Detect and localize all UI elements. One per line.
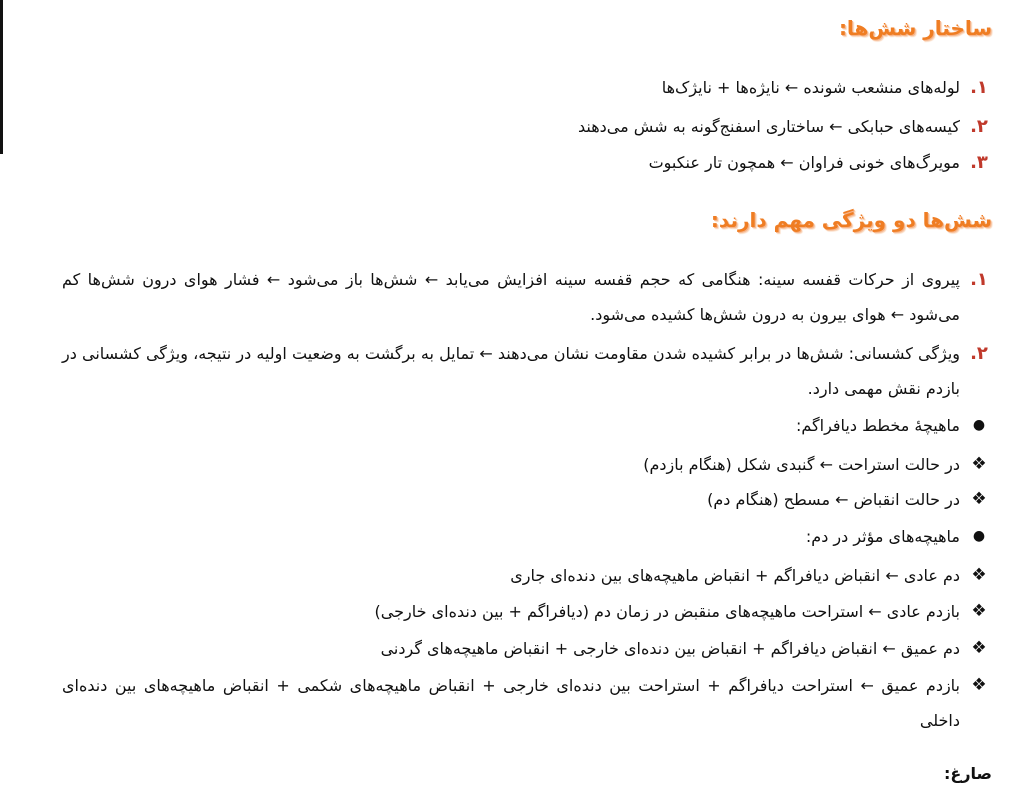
- list-number: ۲.: [970, 116, 988, 137]
- list-item-text: مویرگ‌های خونی فراوان ← همچون تار عنکبوت: [648, 153, 960, 172]
- sub-item-text: در حالت استراحت ← گنبدی شکل (هنگام بازدم): [643, 455, 960, 474]
- list-number: ۱.: [970, 269, 988, 290]
- footer-label: صارغ:: [943, 764, 992, 783]
- sub-item: [62, 558, 992, 593]
- sub-item-text: دم عمیق ← انقباض دیافراگم + انقباض بین دنده‌ای خارجی + انقباض ماهیچه‌های گردنی: [380, 639, 960, 658]
- list-item: [62, 336, 992, 406]
- list-item: [62, 70, 992, 105]
- page-edge-rule: [0, 0, 3, 154]
- bullet-item-text: ماهیچه‌های مؤثر در دم:: [805, 527, 960, 546]
- diamond-bullet-icon: ❖: [971, 638, 987, 658]
- bullet-icon: ●: [972, 417, 986, 433]
- sub-item: [62, 668, 992, 738]
- sub-item: [62, 447, 992, 482]
- heading-lung-structure: ساختار شش‌ها:: [838, 16, 992, 40]
- diamond-bullet-icon: ❖: [971, 675, 987, 695]
- bullet-icon: ●: [972, 528, 986, 544]
- list-item-text: لوله‌های منشعب شونده ← نایژه‌ها + نایژک‌ها: [661, 78, 960, 97]
- sub-item: [62, 482, 992, 517]
- sub-item: [62, 594, 992, 629]
- list-item-text: کیسه‌های حبابکی ← ساختاری اسفنج‌گونه به شش می‌دهند: [577, 117, 960, 136]
- diamond-bullet-icon: ❖: [971, 601, 987, 621]
- sub-item-text: بازدم عادی ← استراحت ماهیچه‌های منقبض در زمان دم (دیافراگم + بین دنده‌ای خارجی): [374, 602, 960, 621]
- list-number: ۲.: [970, 343, 988, 364]
- sub-item-text: در حالت انقباض ← مسطح (هنگام دم): [707, 490, 960, 509]
- diamond-bullet-icon: ❖: [971, 489, 987, 509]
- diamond-bullet-icon: ❖: [971, 454, 987, 474]
- list-item: [62, 109, 992, 144]
- list-item-text: پیروی از حرکات قفسه سینه: هنگامی که حجم قفسه سینه افزایش می‌یابد ← شش‌ها باز می‌شود ← فشار هوای درون شش‌ها کم می‌شود ← هوای بیرون به درون شش‌ها کشیده می‌شود.: [62, 270, 960, 324]
- sub-item-text: دم عادی ← انقباض دیافراگم + انقباض ماهیچه‌های بین دنده‌ای جاری: [510, 566, 960, 585]
- list-item-text: ویژگی کشسانی: شش‌ها در برابر کشیده شدن مقاومت نشان می‌دهند ← تمایل به برگشت به وضعیت اولیه در نتیجه، ویژگی کشسانی در بازدم نقش مهمی دارد.: [62, 344, 960, 398]
- bullet-item: [62, 519, 992, 554]
- list-number: ۳.: [970, 152, 988, 173]
- bullet-item-text: ماهیچۀ مخطط دیافراگم:: [795, 416, 960, 435]
- sub-item-text: بازدم عمیق ← استراحت دیافراگم + استراحت بین دنده‌ای خارجی + انقباض ماهیچه‌های شکمی + انقباض ماهیچه‌های بین دنده‌ای داخلی: [62, 676, 960, 730]
- sub-item: [62, 631, 992, 666]
- diamond-bullet-icon: ❖: [971, 565, 987, 585]
- bullet-item: [62, 408, 992, 443]
- list-number: ۱.: [970, 77, 988, 98]
- list-item: [62, 262, 992, 332]
- list-item: [62, 145, 992, 180]
- heading-lung-features: شش‌ها دو ویژگی مهم دارند:: [710, 208, 992, 232]
